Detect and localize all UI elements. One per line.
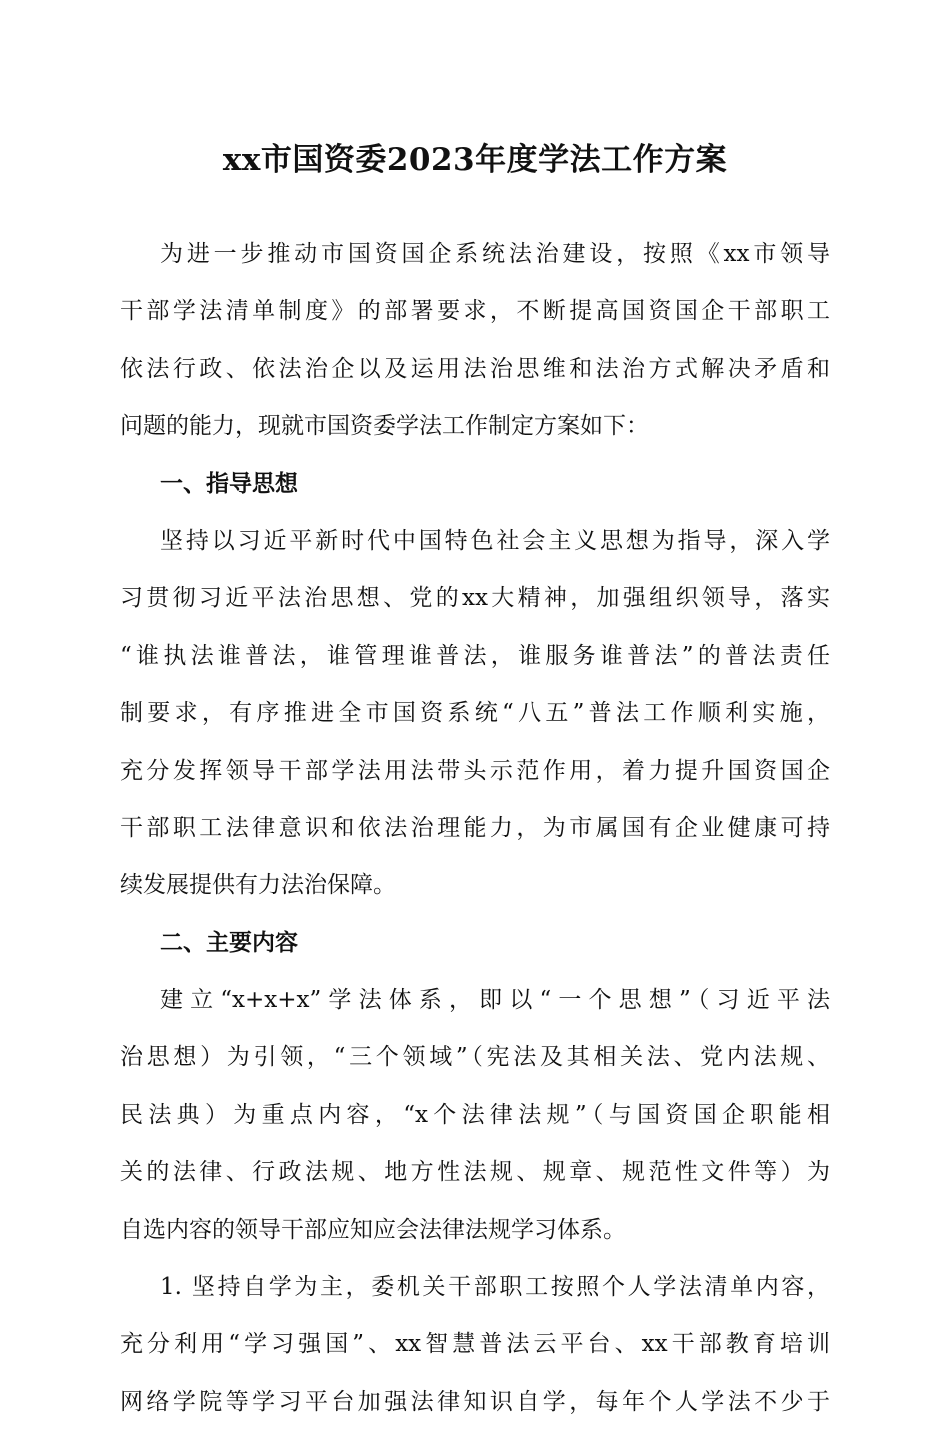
item1-line-2: 充分利用“学习强国”、xx智慧普法云平台、xx干部教育培训 xyxy=(120,1331,830,1358)
section1-line-1: 坚持以习近平新时代中国特色社会主义思想为指导，深入学 xyxy=(160,527,830,554)
section2-heading: 二、主要内容 xyxy=(160,929,298,956)
item1-line-1: 1. 坚持自学为主，委机关干部职工按照个人学法清单内容， xyxy=(160,1274,830,1301)
section1-line-4: 制要求，有序推进全市国资系统“八五”普法工作顺利实施， xyxy=(120,700,830,727)
section2-line-5: 自选内容的领导干部应知应会法律法规学习体系。 xyxy=(120,1216,626,1243)
intro-line-2: 干部学法清单制度》的部署要求，不断提高国资国企干部职工 xyxy=(120,298,830,325)
section1-line-3: “谁执法谁普法，谁管理谁普法，谁服务谁普法”的普法责任 xyxy=(120,642,830,669)
section1-line-2: 习贯彻习近平法治思想、党的xx大精神，加强组织领导，落实 xyxy=(120,585,830,612)
section2-line-3: 民法典）为重点内容，“x个法律法规”（与国资国企职能相 xyxy=(120,1101,830,1128)
section1-heading: 一、指导思想 xyxy=(160,470,298,497)
document-body xyxy=(120,232,830,1437)
section1-line-5: 充分发挥领导干部学法用法带头示范作用，着力提升国资国企 xyxy=(120,757,830,784)
document-title: xx市国资委2023年度学法工作方案 xyxy=(222,142,728,178)
item1-line-3: 网络学院等学习平台加强法律知识自学，每年个人学法不少于 xyxy=(120,1388,830,1415)
section2-line-2: 治思想）为引领，“三个领域”（宪法及其相关法、党内法规、 xyxy=(120,1044,830,1071)
section1-line-7: 续发展提供有力法治保障。 xyxy=(120,872,396,899)
section2-line-1: 建立“x+x+x”学法体系，即以“一个思想”（习近平法 xyxy=(160,987,830,1014)
section2-line-4: 关的法律、行政法规、地方性法规、规章、规范性文件等）为 xyxy=(120,1159,830,1186)
intro-line-4: 问题的能力，现就市国资委学法工作制定方案如下： xyxy=(120,413,649,440)
intro-line-3: 依法行政、依法治企以及运用法治思维和法治方式解决矛盾和 xyxy=(120,355,830,382)
intro-line-1: 为进一步推动市国资国企系统法治建设，按照《xx市领导 xyxy=(160,241,830,267)
section1-line-6: 干部职工法律意识和依法治理能力，为市属国有企业健康可持 xyxy=(120,814,830,841)
